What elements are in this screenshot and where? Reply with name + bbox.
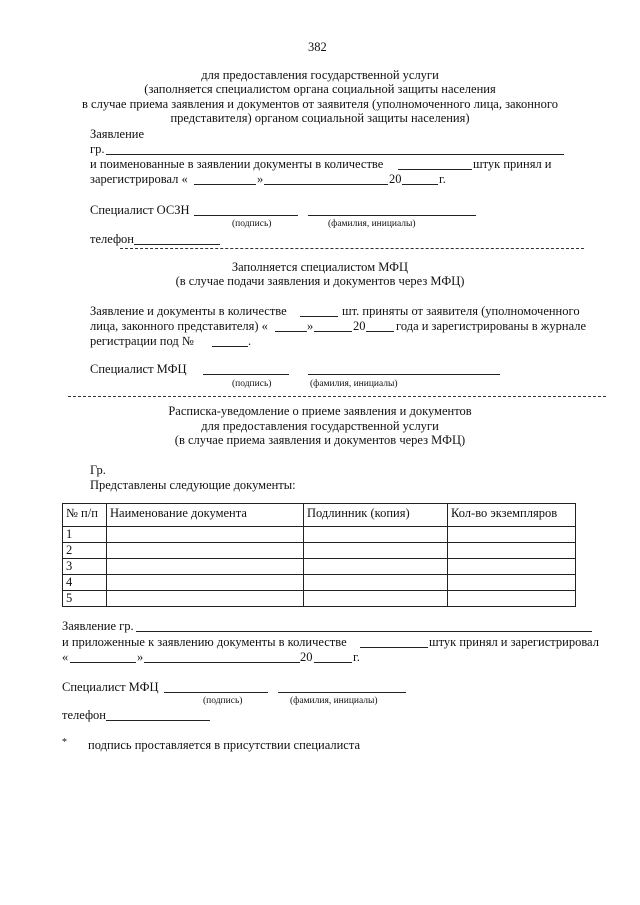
zayavlenie-label: Заявление <box>90 127 145 141</box>
receipt-zayavlenie-gr: Заявление гр. <box>62 619 134 633</box>
col-header-number: № п/п <box>63 504 107 527</box>
receipt-docs-count-line <box>360 647 428 648</box>
row-number: 3 <box>63 559 107 575</box>
header-line-1: для предоставления государственной услуги <box>201 68 439 82</box>
cell-original <box>304 527 448 543</box>
receipt-phone-line <box>106 720 210 721</box>
footnote-text: подпись проставляется в присутствии специалиста <box>88 738 360 752</box>
receipt-docs-text-end: штук принял и зарегистрировал <box>429 635 599 649</box>
receipt-year-line <box>314 662 352 663</box>
documents-table <box>62 503 576 607</box>
mfc-signature-line <box>203 374 289 375</box>
receipt-signature-line <box>164 692 268 693</box>
receipt-podpis-caption: (подпись) <box>203 696 243 706</box>
separator-1 <box>120 248 584 249</box>
specialist-oszn-label: Специалист ОСЗН <box>90 203 190 217</box>
cell-original <box>304 575 448 591</box>
receipt-title: Расписка-уведомление о приеме заявления и документов <box>168 404 472 418</box>
receipt-name-line <box>278 692 406 693</box>
row-number: 5 <box>63 591 107 607</box>
separator-2 <box>68 396 606 397</box>
cell-copies <box>448 559 576 575</box>
receipt-date-close: » <box>137 650 144 664</box>
cell-copies <box>448 527 576 543</box>
cell-copies <box>448 543 576 559</box>
mfc-month-line <box>314 331 352 332</box>
docs-count-text-end: штук принял и <box>473 157 552 171</box>
mfc-year-prefix: 20 <box>353 319 366 333</box>
receipt-specialist-label: Специалист МФЦ <box>62 680 159 694</box>
cell-copies <box>448 591 576 607</box>
reg-month-line <box>264 184 388 185</box>
receipt-fio-caption: (фамилия, инициалы) <box>290 696 378 706</box>
table-row <box>63 543 576 559</box>
mfc-section-title: Заполняется специалистом МФЦ <box>231 260 409 274</box>
oszn-signature-line <box>194 215 298 216</box>
receipt-presented-label: Представлены следующие документы: <box>90 478 296 492</box>
docs-count-text: и поименованные в заявлении документы в количестве <box>90 157 384 171</box>
mfc-docs-count-line <box>300 316 338 317</box>
mfc-section-subtitle: (в случае подачи заявления и документов через МФЦ) <box>175 274 465 288</box>
reg-day-line <box>194 184 256 185</box>
reg-year-prefix: 20 <box>389 172 402 186</box>
receipt-gr-label: Гр. <box>90 463 106 477</box>
gr-name-line <box>106 154 564 155</box>
oszn-phone-label: телефон <box>90 232 134 246</box>
gr-label: гр. <box>90 142 105 156</box>
mfc-reg-number-end: . <box>248 334 252 348</box>
cell-original <box>304 591 448 607</box>
cell-doc-name <box>107 559 304 575</box>
page-number: 382 <box>308 40 327 54</box>
mfc-specialist-label: Специалист МФЦ <box>90 362 187 376</box>
cell-original <box>304 559 448 575</box>
reg-year-line <box>402 184 438 185</box>
oszn-podpis-caption: (подпись) <box>232 219 272 229</box>
cell-copies <box>448 575 576 591</box>
col-header-copies: Кол-во экземпляров <box>448 504 576 527</box>
row-number: 1 <box>63 527 107 543</box>
mfc-docs-text-1: Заявление и документы в количестве <box>90 304 287 318</box>
cell-doc-name <box>107 575 304 591</box>
mfc-docs-text-2: лица, законного представителя) « <box>90 319 268 333</box>
row-number: 2 <box>63 543 107 559</box>
cell-doc-name <box>107 543 304 559</box>
table-row <box>63 591 576 607</box>
table-row <box>63 527 576 543</box>
header-line-2: (заполняется специалистом органа социальной защиты населения <box>144 82 496 96</box>
row-number: 4 <box>63 575 107 591</box>
receipt-note: (в случае приема заявления и документов через МФЦ) <box>174 433 466 447</box>
mfc-day-line <box>275 331 307 332</box>
oszn-name-line <box>308 215 476 216</box>
oszn-phone-line <box>134 244 220 245</box>
reg-year-suffix: г. <box>439 172 446 186</box>
reg-date-prefix: зарегистрировал « <box>90 172 188 186</box>
receipt-subtitle: для предоставления государственной услуги <box>201 419 439 433</box>
mfc-quote-close: » <box>307 319 314 333</box>
cell-original <box>304 543 448 559</box>
oszn-fio-caption: (фамилия, инициалы) <box>328 219 416 229</box>
mfc-reg-number-line <box>212 346 248 347</box>
receipt-phone-label: телефон <box>62 708 106 722</box>
receipt-date-open: « <box>62 650 69 664</box>
cell-doc-name <box>107 591 304 607</box>
mfc-name-line <box>308 374 500 375</box>
mfc-podpis-caption: (подпись) <box>232 379 272 389</box>
table-row <box>63 575 576 591</box>
header-line-4: представителя) органом социальной защиты населения) <box>170 111 470 125</box>
table-row <box>63 559 576 575</box>
footnote-mark: * <box>62 737 67 748</box>
mfc-fio-caption: (фамилия, инициалы) <box>310 379 398 389</box>
receipt-year-prefix: 20 <box>300 650 313 664</box>
docs-count-line <box>398 169 472 170</box>
header-line-3: в случае приема заявления и документов от заявителя (уполномоченного лица, законного <box>82 97 558 111</box>
col-header-original: Подлинник (копия) <box>304 504 448 527</box>
receipt-year-suffix: г. <box>353 650 360 664</box>
mfc-year-line <box>366 331 394 332</box>
receipt-day-line <box>70 662 136 663</box>
mfc-docs-text-2-end: года и зарегистрированы в журнале <box>396 319 587 333</box>
receipt-month-line <box>144 662 300 663</box>
cell-doc-name <box>107 527 304 543</box>
col-header-name: Наименование документа <box>107 504 304 527</box>
receipt-gr-name-line <box>136 631 592 632</box>
mfc-docs-text-1-end: шт. приняты от заявителя (уполномоченного <box>342 304 580 318</box>
mfc-reg-number-label: регистрации под № <box>90 334 194 348</box>
receipt-docs-text: и приложенные к заявлению документы в количестве <box>62 635 347 649</box>
reg-quote-close: » <box>257 172 264 186</box>
